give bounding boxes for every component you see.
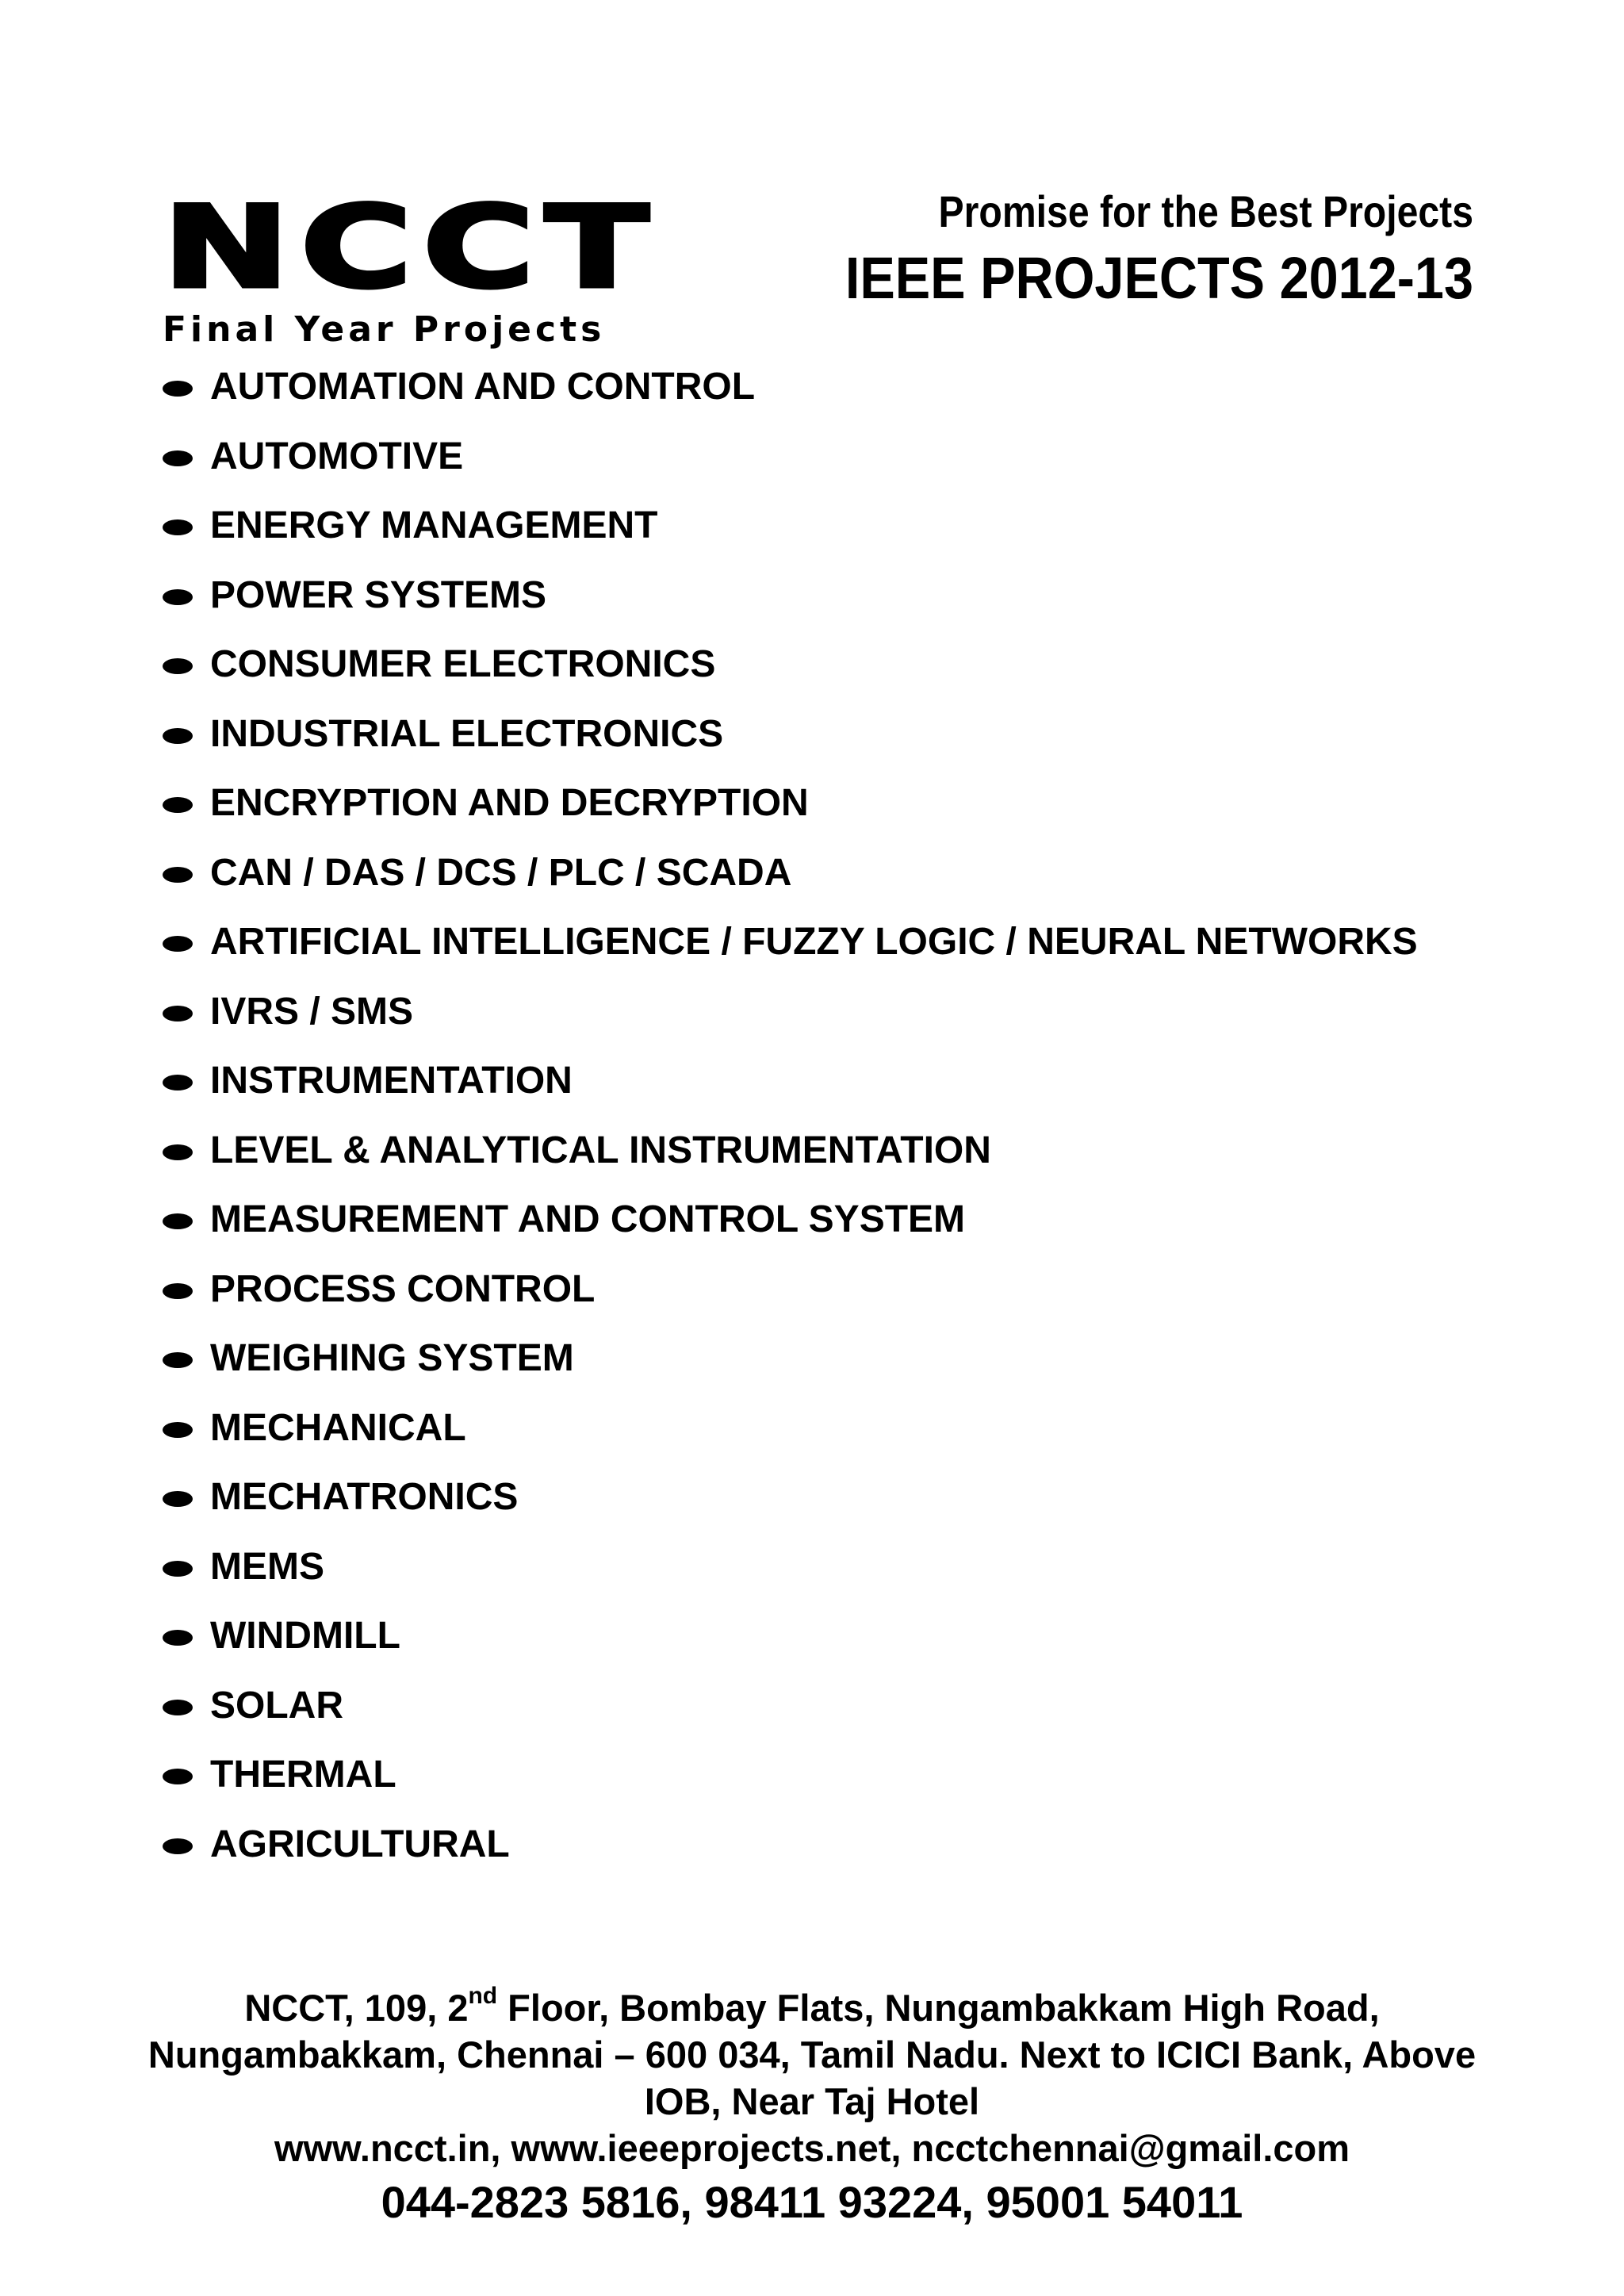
topic-label: IVRS / SMS (210, 990, 414, 1033)
topic-label: MEASUREMENT AND CONTROL SYSTEM (210, 1198, 966, 1240)
bullet-icon (163, 728, 193, 744)
topic-label: MECHANICAL (210, 1406, 466, 1449)
topic-label: AGRICULTURAL (210, 1823, 510, 1865)
list-item (163, 1266, 1473, 1313)
topic-label: AUTOMOTIVE (210, 435, 464, 477)
list-item (163, 780, 1473, 826)
bullet-icon (163, 450, 193, 466)
topic-label: THERMAL (210, 1754, 396, 1796)
bullet-icon (163, 1838, 193, 1854)
bullet-icon (163, 519, 193, 535)
bullet-icon (163, 1630, 193, 1646)
page-title: IEEE PROJECTS 2012-13 (845, 245, 1473, 311)
bullet-icon (163, 381, 193, 397)
list-item (163, 918, 1473, 965)
topic-label: WINDMILL (210, 1615, 400, 1657)
topic-label: WEIGHING SYSTEM (210, 1337, 574, 1379)
bullet-icon (163, 589, 193, 605)
topic-label: PROCESS CONTROL (210, 1267, 596, 1310)
list-item (163, 1474, 1473, 1520)
phone-numbers: 044-2823 5816, 98411 93224, 95001 54011 (381, 2177, 1243, 2227)
topic-label: AUTOMATION AND CONTROL (210, 366, 756, 408)
topic-label: INDUSTRIAL ELECTRONICS (210, 712, 724, 755)
address-start: NCCT, 109, 2 (244, 1987, 469, 2029)
list-item (163, 1405, 1473, 1451)
topic-list (163, 363, 1473, 1890)
bullet-icon (163, 1006, 193, 1022)
bullet-icon (163, 1352, 193, 1368)
bullet-icon (163, 1283, 193, 1299)
list-item (163, 711, 1473, 757)
list-item (163, 572, 1473, 619)
topic-label: CONSUMER ELECTRONICS (210, 643, 716, 685)
topic-label: ENERGY MANAGEMENT (210, 504, 658, 546)
bullet-icon (163, 1491, 193, 1507)
list-item (163, 1751, 1473, 1798)
bullet-icon (163, 1561, 193, 1577)
topic-label: CAN / DAS / DCS / PLC / SCADA (210, 851, 792, 894)
topic-label: ARTIFICIAL INTELLIGENCE / FUZZY LOGIC / NEURAL NETWORKS (210, 921, 1418, 963)
topic-label: SOLAR (210, 1684, 343, 1727)
list-item (163, 1543, 1473, 1590)
list-item (163, 433, 1473, 480)
list-item (163, 1682, 1473, 1729)
list-item (163, 1127, 1473, 1174)
bullet-icon (163, 1769, 193, 1784)
bullet-icon (163, 936, 193, 952)
header-tagline-block (760, 184, 1473, 310)
topic-label: INSTRUMENTATION (210, 1060, 573, 1102)
topic-label: LEVEL & ANALYTICAL INSTRUMENTATION (210, 1129, 991, 1171)
bullet-icon (163, 1144, 193, 1160)
bullet-icon (163, 1075, 193, 1091)
logo-subtitle: Final Year Projects (163, 309, 606, 350)
bullet-icon (163, 1422, 193, 1438)
bullet-icon (163, 797, 193, 813)
list-item (163, 988, 1473, 1035)
address (143, 1984, 1481, 2125)
bullet-icon (163, 867, 193, 883)
list-item (163, 1196, 1473, 1243)
list-item (163, 363, 1473, 410)
contact-block (143, 1984, 1481, 2229)
list-item (163, 1335, 1473, 1382)
web-contacts: www.ncct.in, www.ieeeprojects.net, ncctchennai@gmail.com (274, 2127, 1350, 2169)
topic-label: MEMS (210, 1545, 324, 1588)
address-ordinal: nd (468, 1983, 498, 2009)
list-item (163, 502, 1473, 549)
address-rest: Floor, Bombay Flats, Nungambakkam High Road, Nungambakkam, Chennai – 600 034, Tamil Nadu. Next to ICICI Bank, Above IOB, Near Taj Hotel (147, 1987, 1477, 2122)
bullet-icon (163, 1700, 193, 1715)
logo-text: NCCT (163, 182, 660, 313)
bullet-icon (163, 658, 193, 674)
topic-label: MECHATRONICS (210, 1476, 519, 1518)
list-item (163, 1057, 1473, 1104)
topic-label: POWER SYSTEMS (210, 573, 547, 616)
bullet-icon (163, 1213, 193, 1229)
list-item (163, 1821, 1473, 1868)
topic-label: ENCRYPTION AND DECRYPTION (210, 782, 809, 824)
list-item (163, 1612, 1473, 1659)
ncct-logo (163, 182, 718, 350)
tagline: Promise for the Best Projects (938, 186, 1473, 236)
list-item (163, 641, 1473, 688)
list-item (163, 849, 1473, 896)
